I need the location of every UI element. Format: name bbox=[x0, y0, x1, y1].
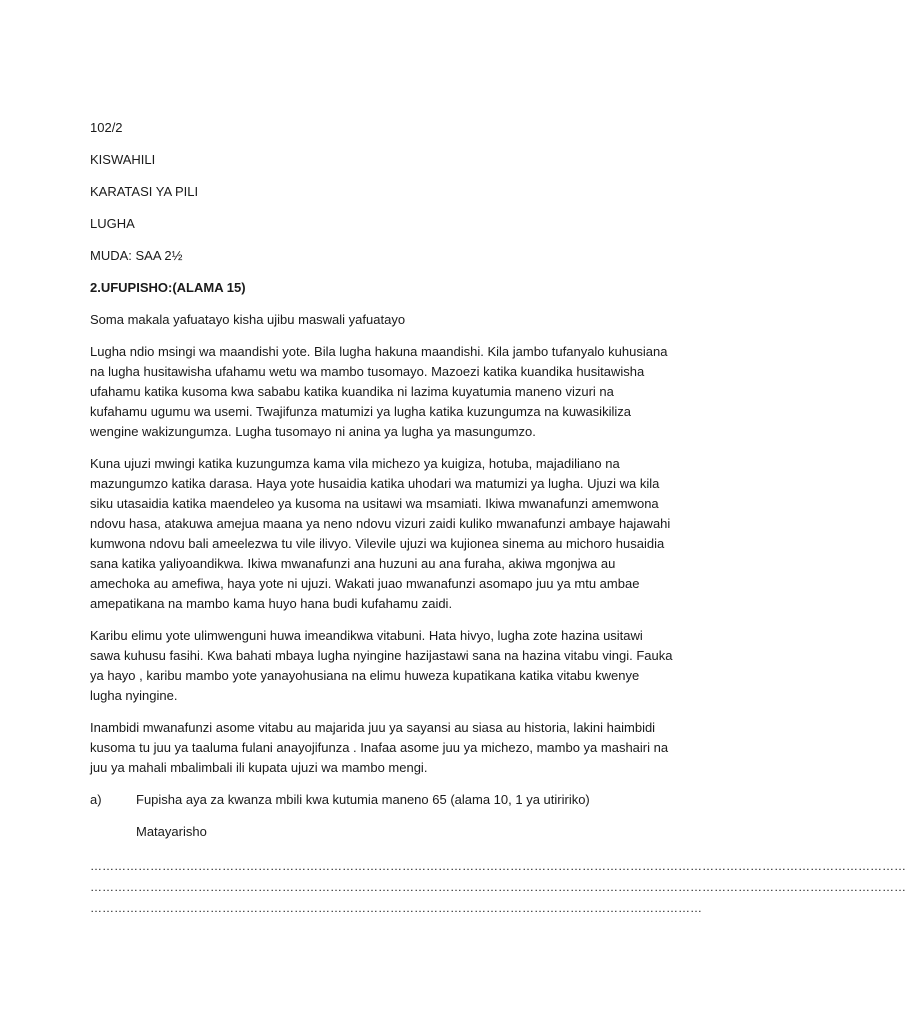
paper-number: KARATASI YA PILI bbox=[90, 184, 199, 199]
passage-paragraph-2: Kuna ujuzi mwingi katika kuzungumza kama vila michezo ya kuigiza, hotuba, majadiliano na mazungumzo katika darasa. Haya yote husaidia katika uhodari wa matumizi ya lugha. Ujuzi wa kila siku utasaidia katika maendeleo ya kusoma na usitawi wa msamiati. Ikiwa mwanafunzi amemwona ndovu hasa, atakuwa amejua maana ya neno ndovu vizuri zaidi kuliko mwanafunzi ambaye hajawahi kumwona ndovu bali ameelezwa tu vile ilivyo. Vilevile ujuzi wa kujionea sinema au michoro husaidia sana katika yaliyoandikwa. Ikiwa mwanafunzi ana huzuni au ana furaha, akiwa mgonjwa au amechoka au amefiwa, haya yote ni ujuzi. Wakati juao mwanafunzi asomapo juu ya mtu ambae amepatikana na mambo kama huyo hana budi kufahamu zaidi. bbox=[90, 456, 671, 611]
passage-paragraph-3: Karibu elimu yote ulimwenguni huwa imeandikwa vitabuni. Hata hivyo, lugha zote hazina usitawi sawa kuhusu fasihi. Kwa bahati mbaya lugha nyingine hazijastawi sana na hazina vitabu vingi. Fauka ya hayo , karibu mambo yote yanayohusiana na elimu huweza kupatikana katika vitabu kwenye lugha nyingine. bbox=[90, 628, 673, 703]
exam-duration: MUDA: SAA 2½ bbox=[90, 248, 183, 263]
answer-line[interactable]: …………………………………………………………………………………………………………………………………………………………………………………… bbox=[90, 880, 906, 894]
passage-paragraph-4: Inambidi mwanafunzi asome vitabu au majarida juu ya sayansi au siasa au historia, lakini haimbidi kusoma tu juu ya taaluma fulani anayojifunza . Inafaa asome juu ya michezo, mambo ya mashairi na juu ya mahali mbalimbali ili kupata ujuzi wa mambo mengi. bbox=[90, 720, 669, 775]
section-title: 2.UFUPISHO:(ALAMA 15) bbox=[90, 280, 246, 295]
section-instruction: Soma makala yafuatayo kisha ujibu maswali yafuatayo bbox=[90, 312, 406, 327]
paper-code: 102/2 bbox=[90, 120, 123, 135]
question-a bbox=[90, 790, 674, 810]
answer-line[interactable]: …………………………………………………………………………………………………………………………………………………………………………………… bbox=[90, 859, 906, 873]
subject-name: KISWAHILI bbox=[90, 152, 156, 167]
document-page bbox=[90, 118, 906, 919]
passage-paragraph-1: Lugha ndio msingi wa maandishi yote. Bila lugha hakuna maandishi. Kila jambo tufanyalo kuhusiana na lugha husitawisha ufahamu wetu wa mambo tusomayo. Mazoezi katika kuandika husitawisha ufahamu katika kusoma kwa sababu katika kuandika ni lazima kuyatumia maneno vizuri na kufahamu ugumu wa usemi. Twajifunza matumizi ya lugha katika kuzungumza na kuwasikiliza wengine wakizungumza. Lugha tusomayo ni anina ya lugha ya masungumzo. bbox=[90, 344, 668, 439]
question-letter: a) bbox=[90, 792, 102, 807]
question-text: Fupisha aya za kwanza mbili kwa kutumia maneno 65 (alama 10, 1 ya utiririko) bbox=[136, 792, 590, 807]
paper-topic: LUGHA bbox=[90, 216, 135, 231]
drafting-label: Matayarisho bbox=[136, 824, 207, 839]
answer-line[interactable]: ……………………………………………………………………………………………………………………………………… bbox=[90, 901, 702, 915]
